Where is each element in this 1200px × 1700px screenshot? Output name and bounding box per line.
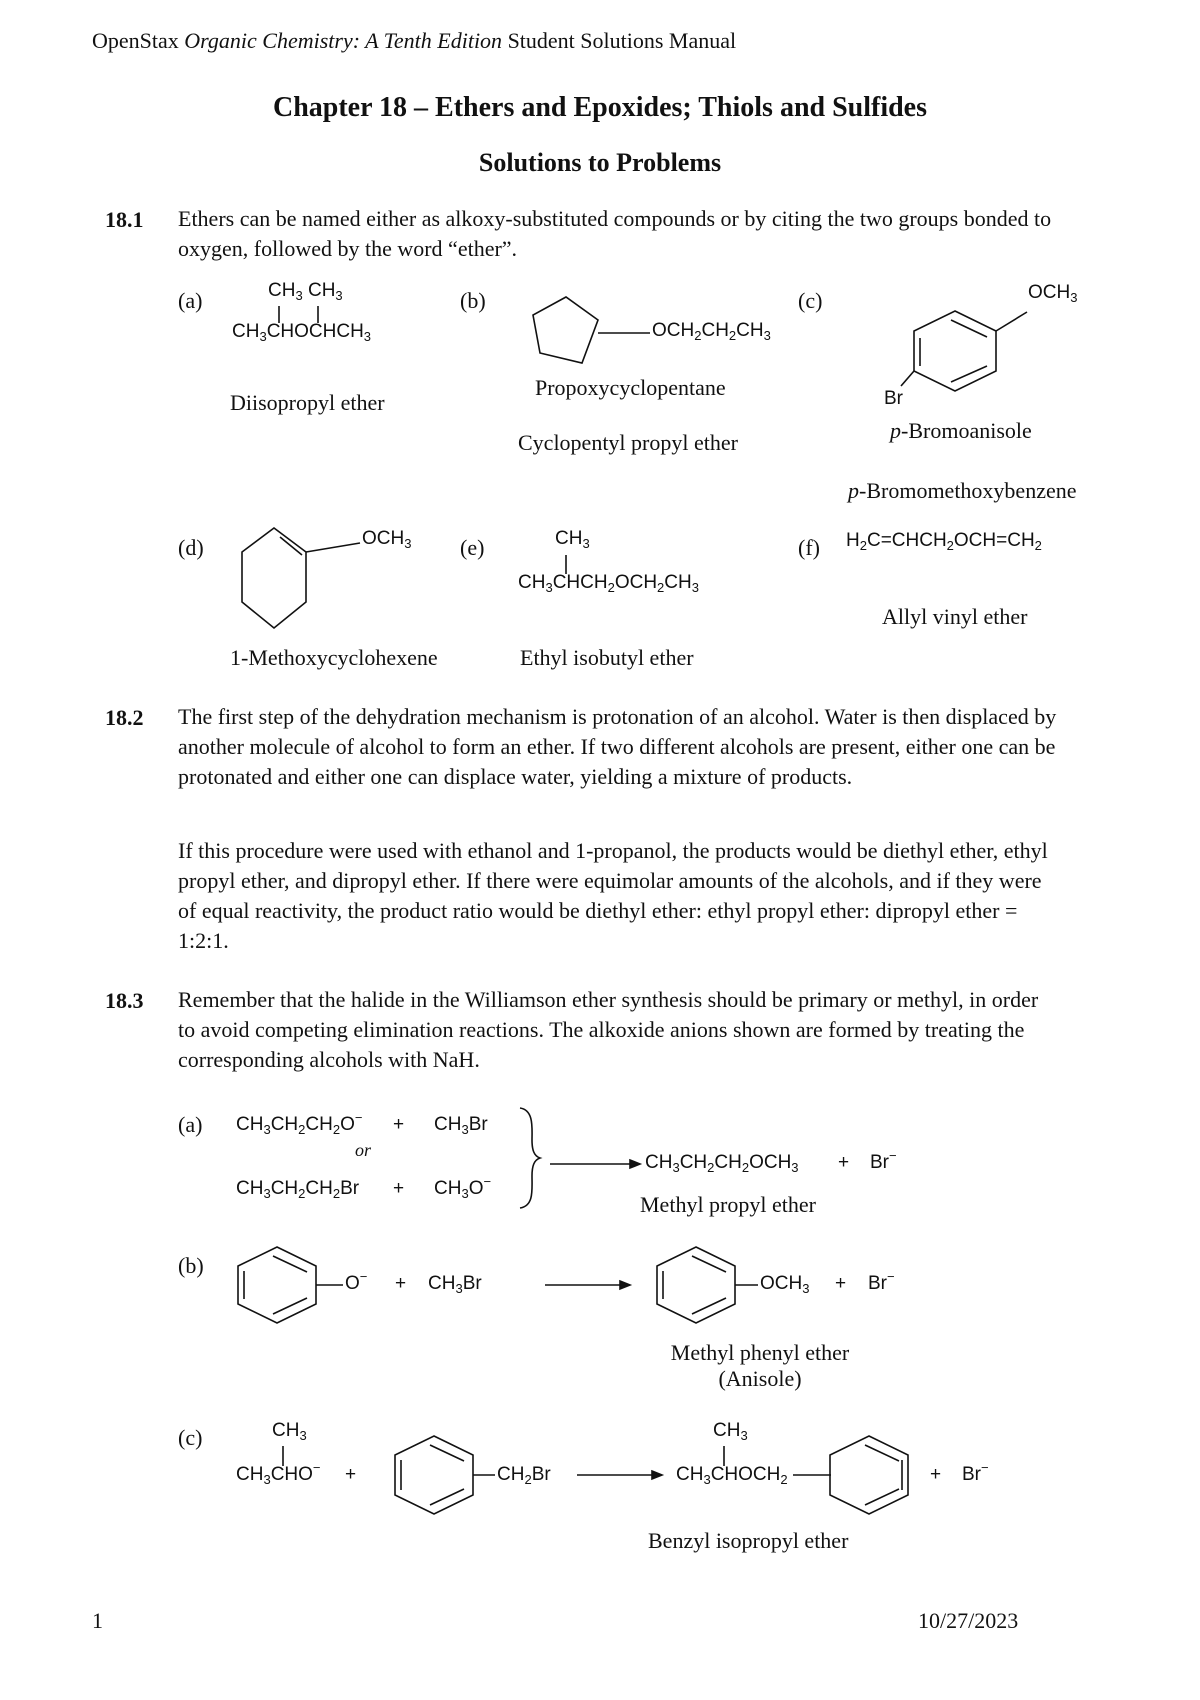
- plus-sign: +: [838, 1152, 850, 1173]
- product-name-benzyl-isopropyl-ether: Benzyl isopropyl ether: [648, 1528, 849, 1553]
- compound-name-ethyl-isobutyl-ether: Ethyl isobutyl ether: [520, 645, 694, 670]
- problem-number-18-3: 18.3: [105, 988, 144, 1013]
- problem-18-2-paragraph-1: The first step of the dehydration mechanism is protonation of an alcohol. Water is then displaced by another molecule of alcohol to form an ether. If two different alcohols are present, either one can be protonated and either one can displace water, yielding a mixture of products.: [178, 704, 1057, 789]
- double-bond: [430, 1445, 464, 1461]
- structure-18-1-e-chain: $CH_3CHCH_2OCH_2CH_3$: [518, 572, 699, 595]
- problem-18-2-paragraph-2: If this procedure were used with ethanol and 1-propanol, the products would be diethyl ether, ethyl propyl ether, and dipropyl ether. If there were equimolar amounts of the alcohols, and if they were of equal reactivity, the product ratio would be diethyl ether: ethyl propyl ether: dipropyl ether = 1:2:1.: [178, 838, 1048, 953]
- reactant-methyl-bromide: $CH_3Br$: [434, 1114, 488, 1137]
- bromide-ion: Br−: [962, 1460, 989, 1485]
- footer-date: 10/27/2023: [918, 1608, 1019, 1633]
- item-18-1-c-label: (c): [798, 288, 823, 313]
- arrowhead: [620, 1281, 630, 1289]
- problem-18-3-text: Remember that the halide in the Williamson ether synthesis should be primary or methyl, in order to avoid competing elimination reactions. The alkoxide anions shown are formed by treating the corresponding alcohols with NaH.: [178, 987, 1039, 1072]
- benzene-ring: [830, 1436, 908, 1514]
- product-name-anisole: (Anisole): [718, 1366, 802, 1391]
- plus-sign: +: [345, 1464, 357, 1485]
- compound-name-diisopropyl-ether: Diisopropyl ether: [230, 390, 385, 415]
- double-bond: [273, 1256, 307, 1272]
- compound-name-allyl-vinyl-ether: Allyl vinyl ether: [882, 604, 1028, 629]
- benzene-ring: [657, 1247, 735, 1323]
- item-18-3-c-label: (c): [178, 1425, 203, 1450]
- structure-18-1-c-substituent: $OCH_3$: [1028, 282, 1078, 305]
- bond-line: [901, 371, 914, 386]
- header-book-title: Organic Chemistry: A Tenth Edition: [184, 28, 503, 53]
- item-18-3-b-label: (b): [178, 1253, 204, 1278]
- structure-18-1-a-chain: $CH_3CHOCHCH_3$: [232, 321, 372, 344]
- reactant-brace: [520, 1108, 540, 1208]
- structure-18-1-e-methyl: $CH_3$: [555, 528, 590, 551]
- product-name-methyl-propyl-ether: Methyl propyl ether: [640, 1192, 816, 1217]
- benzene-ring: [914, 311, 996, 391]
- plus-sign: +: [393, 1114, 405, 1135]
- problem-number-18-2: 18.2: [105, 705, 144, 730]
- plus-sign: +: [393, 1178, 405, 1199]
- cyclopentane-ring: [533, 297, 598, 363]
- item-18-3-a-label: (a): [178, 1112, 203, 1137]
- double-bond: [865, 1489, 899, 1505]
- structure-18-1-f: $H_2C=CHCH_2OCH=CH_2$: [846, 530, 1042, 553]
- problem-number-18-1: 18.1: [105, 207, 144, 232]
- product-name-methyl-phenyl-ether: Methyl phenyl ether: [670, 1340, 850, 1365]
- reactant-methoxide: $CH_3O^-$: [434, 1174, 492, 1201]
- item-18-1-a-label: (a): [178, 288, 203, 313]
- problem-18-1-text: Ethers can be named either as alkoxy-substituted compounds or by citing the two groups bonded to oxygen, followed by the word “ether”.: [178, 206, 1052, 261]
- double-bond: [692, 1298, 726, 1314]
- phenoxide-oxygen: O−: [345, 1269, 368, 1294]
- compound-name-p-bromomethoxybenzene: p-Bromomethoxybenzene: [848, 478, 1077, 503]
- reactant-propyl-bromide: $CH_3CH_2CH_2Br$: [236, 1178, 360, 1201]
- compound-name-1-methoxycyclohexene: 1-Methoxycyclohexene: [230, 645, 438, 670]
- isopropoxide-methyl: $CH_3$: [272, 1420, 307, 1443]
- benzene-ring: [238, 1247, 316, 1323]
- plus-sign: +: [835, 1273, 847, 1294]
- compound-name-propoxycyclopentane: Propoxycyclopentane: [535, 375, 726, 400]
- reactant-methyl-bromide: $CH_3Br$: [428, 1273, 482, 1296]
- double-bond: [280, 537, 302, 555]
- plus-sign: +: [930, 1464, 942, 1485]
- structure-18-1-a-methyls: $CH_3$ $CH_3$: [268, 280, 343, 303]
- running-header: [92, 28, 736, 54]
- section-title: Solutions to Problems: [478, 148, 722, 177]
- header-suffix: Student Solutions Manual: [502, 28, 737, 53]
- item-18-1-e-label: (e): [460, 535, 485, 560]
- product-methyl-propyl-ether: $CH_3CH_2CH_2OCH_3$: [645, 1152, 799, 1175]
- reactant-isopropoxide: $CH_3CHO^-$: [236, 1460, 321, 1487]
- header-publisher: OpenStax: [92, 28, 185, 53]
- structure-18-1-d-substituent: $OCH_3$: [362, 528, 412, 551]
- bromide-ion: Br−: [868, 1269, 895, 1294]
- double-bond: [273, 1298, 307, 1314]
- reactant-propoxide: $CH_3CH_2CH_2O^-$: [236, 1110, 363, 1137]
- plus-sign: +: [395, 1273, 407, 1294]
- bromide-ion: Br−: [870, 1148, 897, 1173]
- compound-name-p-bromoanisole: p-Bromoanisole: [890, 418, 1032, 443]
- product-isopropoxymethyl: $CH_3CHOCH_2$: [676, 1464, 788, 1487]
- structure-18-1-c-halogen: Br: [884, 388, 903, 409]
- item-18-1-b-label: (b): [460, 288, 486, 313]
- arrowhead: [652, 1471, 662, 1479]
- double-bond: [951, 320, 987, 337]
- item-18-1-f-label: (f): [798, 535, 820, 560]
- bond-line: [996, 312, 1027, 331]
- double-bond: [951, 366, 987, 382]
- benzene-ring: [395, 1436, 473, 1514]
- arrowhead: [630, 1160, 640, 1168]
- cyclohexene-ring: [242, 528, 306, 628]
- structure-18-1-b-substituent: $OCH_2CH_2CH_3$: [652, 320, 771, 343]
- compound-name-cyclopentyl-propyl-ether: Cyclopentyl propyl ether: [518, 430, 738, 455]
- double-bond: [865, 1445, 899, 1461]
- or-text: or: [355, 1140, 372, 1160]
- benzyl-bromide-substituent: $CH_2Br$: [497, 1464, 551, 1487]
- double-bond: [430, 1489, 464, 1505]
- product-methyl: $CH_3$: [713, 1420, 748, 1443]
- product-methoxy-group: $OCH_3$: [760, 1273, 810, 1296]
- page-number: 1: [92, 1608, 103, 1633]
- bond-line: [306, 543, 360, 552]
- double-bond: [692, 1256, 726, 1272]
- chapter-title: Chapter 18 – Ethers and Epoxides; Thiols and Sulfides: [272, 92, 928, 123]
- item-18-1-d-label: (d): [178, 535, 204, 560]
